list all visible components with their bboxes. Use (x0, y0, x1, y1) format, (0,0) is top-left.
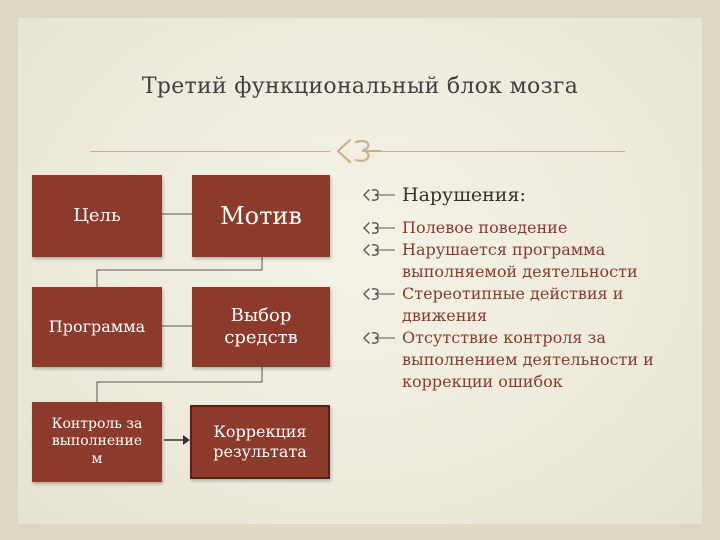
violations-heading (362, 184, 526, 206)
means-label-line2: средств (224, 327, 298, 348)
scroll-bullet-icon (362, 331, 396, 345)
control-label-line2: выполнение (51, 433, 143, 450)
control-label-line1: Контроль за (51, 415, 143, 432)
scroll-bullet-icon (362, 188, 396, 202)
violations-heading-text: Нарушения: (402, 184, 526, 206)
slide-title: Третий функциональный блок мозга (141, 74, 579, 99)
violations-list (362, 217, 662, 393)
means-box (192, 287, 330, 367)
list-item (362, 327, 662, 393)
correction-box (190, 405, 330, 479)
list-item-line: движения (402, 306, 488, 325)
scroll-bullet-icon (362, 287, 396, 301)
list-item (362, 239, 662, 283)
control-box (32, 402, 162, 482)
motive-label: Мотив (220, 202, 302, 230)
motive-box (192, 175, 330, 257)
program-box (32, 287, 162, 367)
list-item-line: выполняемой деятельности (402, 262, 638, 281)
goal-label: Цель (73, 204, 121, 226)
list-item (362, 283, 662, 327)
correction-label-line1: Коррекция (213, 422, 307, 441)
list-item-line: Отсутствие контроля за (402, 328, 606, 347)
list-item (362, 217, 662, 239)
program-label: Программа (48, 317, 146, 336)
scroll-bullet-icon (362, 243, 396, 257)
list-item-line: Полевое поведение (402, 218, 568, 237)
list-item-line: выполнением деятельности и (402, 350, 654, 369)
list-item-line: коррекции ошибок (402, 372, 563, 391)
means-label-line1: Выбор (230, 304, 292, 326)
goal-box (32, 175, 162, 257)
list-item-line: Нарушается программа (402, 240, 606, 259)
scroll-bullet-icon (362, 221, 396, 235)
correction-label-line2: результата (213, 442, 307, 461)
control-label-line3: м (91, 450, 103, 467)
list-item-line: Стереотипные действия и (402, 284, 624, 303)
